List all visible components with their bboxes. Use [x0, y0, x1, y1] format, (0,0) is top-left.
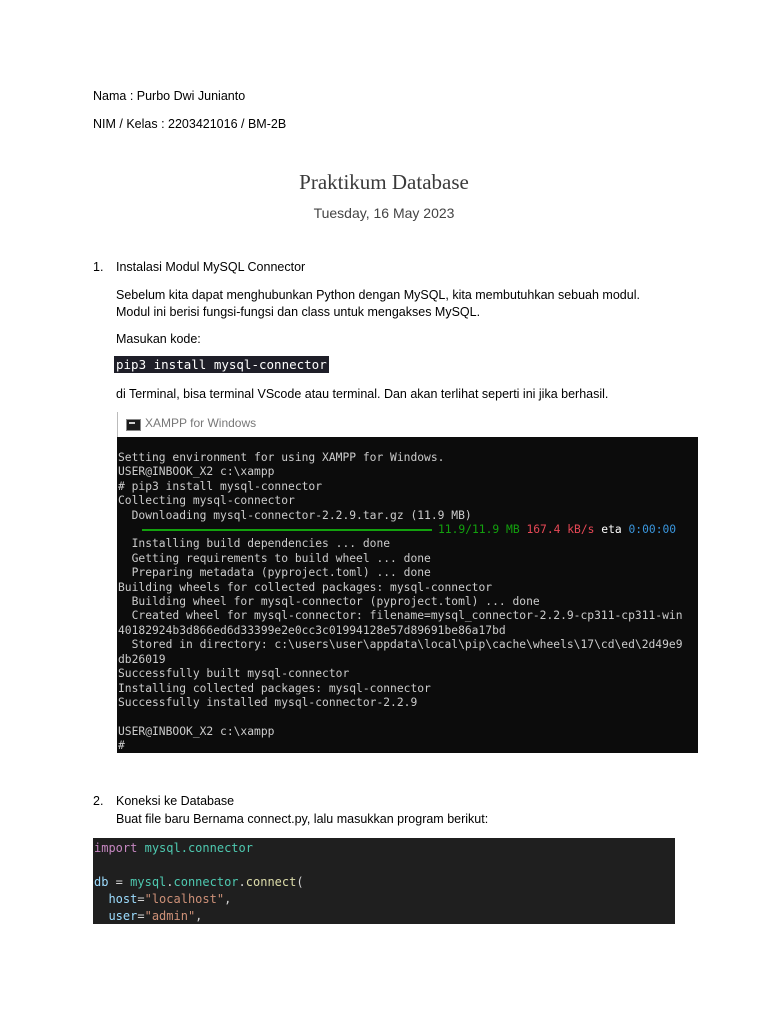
terminal-line: Collecting mysql-connector: [118, 494, 295, 508]
terminal-line: Preparing metadata (pyproject.toml) ... done: [118, 566, 431, 580]
code-token: "localhost": [144, 892, 225, 906]
terminal-window: [117, 437, 698, 753]
code-token: "admin": [144, 909, 196, 923]
terminal-line: Setting environment for using XAMPP for Windows.: [118, 451, 445, 464]
terminal-line: Building wheels for collected packages: mysql-connector: [118, 580, 493, 594]
code-token: mysql.connector: [144, 841, 253, 855]
progress-size: 11.9/11.9 MB: [438, 523, 520, 537]
code-token: import: [94, 841, 138, 855]
terminal-line: #: [118, 739, 125, 753]
terminal-line: # pip3 install mysql-connector: [118, 479, 323, 493]
progress-speed: 167.4 kB/s: [526, 523, 595, 537]
terminal-line: Created wheel for mysql-connector: filename=mysql_connector-2.2.9-cp311-cp311-win: [118, 609, 683, 623]
install-command: pip3 install mysql-connector: [116, 357, 327, 372]
code-token: user: [108, 909, 138, 923]
document-title: Praktikum Database: [299, 170, 469, 194]
terminal-window-title: XAMPP for Windows: [145, 416, 257, 430]
terminal-line: Stored in directory: c:\users\user\appdata\local\pip\cache\wheels\17\cd\ed\2d49e9: [118, 638, 683, 652]
section-2-heading: Koneksi ke Database: [116, 794, 235, 808]
code-editor: import mysql.connector db = mysql.connector.connect( host="localhost", user="admin",: [93, 838, 675, 924]
code-token: connector: [173, 875, 239, 889]
section-1-after-code: di Terminal, bisa terminal VScode atau terminal. Dan akan terlihat seperti ini jika berhasil.: [116, 387, 609, 401]
section-1-number: 1.: [93, 260, 104, 274]
code-token: =: [108, 875, 131, 889]
terminal-line: Downloading mysql-connector-2.2.9.tar.gz (11.9 MB): [118, 508, 472, 522]
section-2-number: 2.: [93, 794, 104, 808]
console-icon: [126, 419, 141, 431]
document-date: Tuesday, 16 May 2023: [313, 205, 455, 221]
terminal-line: Successfully built mysql-connector: [118, 667, 350, 681]
terminal-line: Building wheel for mysql-connector (pyproject.toml) ... done: [118, 595, 540, 609]
code-token: db: [94, 875, 109, 889]
student-nim-class: NIM / Kelas : 2203421016 / BM-2B: [93, 117, 287, 131]
code-token: mysql: [130, 875, 167, 889]
code-token: connect: [245, 875, 297, 889]
code-label: Masukan kode:: [116, 332, 201, 346]
student-name: Nama : Purbo Dwi Junianto: [93, 89, 246, 103]
terminal-line: Getting requirements to build wheel ... done: [118, 551, 431, 565]
code-token: (: [296, 875, 304, 889]
section-2-instruction: Buat file baru Bernama connect.py, lalu masukkan program berikut:: [116, 812, 489, 826]
terminal-line: Installing collected packages: mysql-connector: [118, 681, 431, 695]
progress-eta: 0:00:00: [628, 523, 677, 537]
terminal-line: Successfully installed mysql-connector-2.2.9: [118, 695, 418, 709]
progress-eta-label: eta: [601, 523, 622, 537]
section-1-para-line-1: Sebelum kita dapat menghubunkan Python dengan MySQL, kita membutuhkan sebuah modul.: [116, 288, 640, 302]
terminal-titlebar: [117, 412, 699, 437]
section-1-heading: Instalasi Modul MySQL Connector: [116, 260, 306, 274]
code-token: host: [108, 892, 138, 906]
terminal-line: USER@INBOOK_X2 c:\xampp: [118, 465, 275, 479]
terminal-line: 40182924b3d866ed6d33399e2e0cc3c01994128e57d89691be86a17bd: [118, 623, 506, 637]
terminal-line: USER@INBOOK_X2 c:\xampp: [118, 724, 275, 738]
terminal-line: db26019: [118, 652, 166, 666]
progress-bar: [142, 529, 432, 531]
section-1-para-line-2: Modul ini berisi fungsi-fungsi dan class untuk mengakses MySQL.: [116, 305, 481, 319]
terminal-line: Installing build dependencies ... done: [118, 537, 391, 551]
